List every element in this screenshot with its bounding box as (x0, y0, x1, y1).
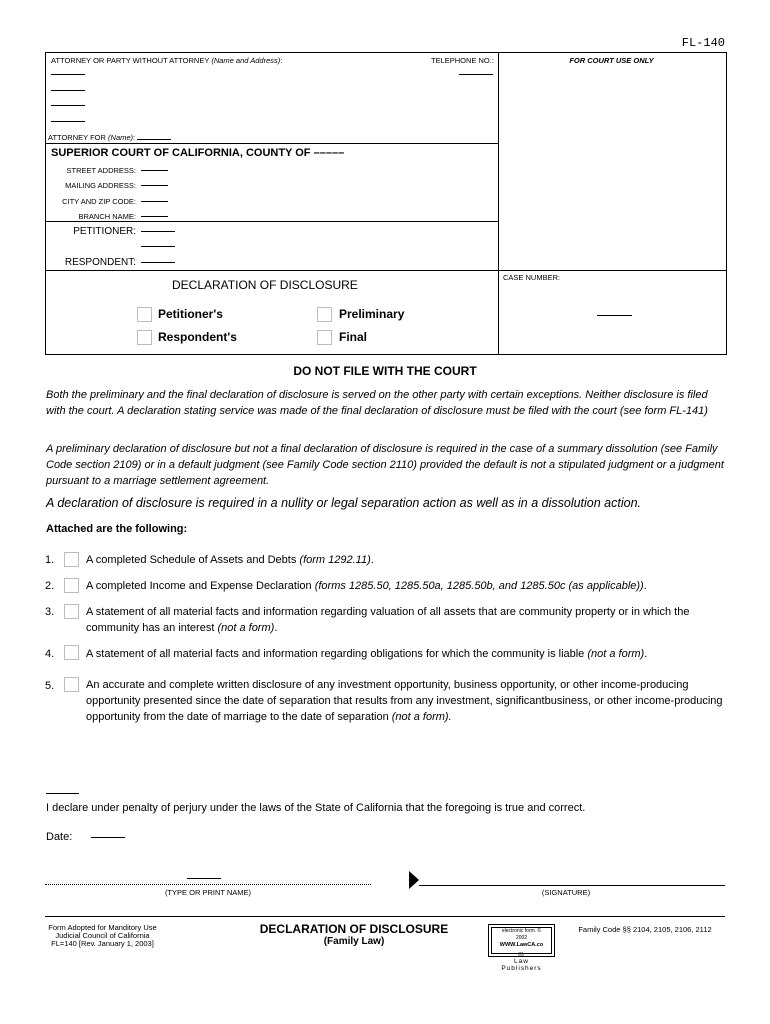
petitioner-field[interactable] (141, 231, 175, 232)
court-separator (46, 143, 498, 144)
court-title: SUPERIOR COURT OF CALIFORNIA, COUNTY OF ––––– (51, 147, 345, 159)
date-field[interactable] (91, 837, 125, 838)
petitioners-label: Petitioner's (158, 307, 223, 321)
item-1-checkbox[interactable] (64, 552, 79, 567)
mailing-field[interactable] (141, 185, 168, 186)
signature-line[interactable] (419, 885, 725, 886)
signature-arrow-icon (409, 871, 419, 889)
petitioner-label: PETITIONER: (73, 226, 136, 237)
paragraph-2: A preliminary declaration of disclosure but not a final declaration of disclosure is required in the case of a summary dissolution (see Family Code section 2109) or in a default judgment (see Family Code section 2110) provided the default is not a stipulated judgment or a judgment pursuant to a marriage settlement agreement. (46, 443, 724, 487)
attorney-for-field[interactable] (137, 139, 171, 140)
item-5-checkbox[interactable] (64, 677, 79, 692)
print-name-field[interactable] (187, 878, 221, 879)
branch-label: BRANCH NAME: (78, 212, 136, 221)
publisher-name: m Law Publishers (501, 951, 542, 972)
item-2-text: A completed Income and Expense Declaration (forms 1285.50, 1285.50a, 1285.50b, and 1285.50c (as applicable)). (86, 580, 647, 592)
preliminary-label: Preliminary (339, 307, 405, 321)
attached-label: Attached are the following: (46, 523, 188, 535)
party-separator (46, 221, 498, 222)
attorney-label: ATTORNEY OR PARTY WITHOUT ATTORNEY (Name and Address): (51, 56, 283, 65)
telephone-label: TELEPHONE NO.: (431, 56, 494, 65)
footer-rule (45, 916, 725, 917)
publisher-stamp-inner: electronic form. © 2002 WWW.LawCA.co (491, 927, 552, 954)
respondents-label: Respondent's (158, 330, 237, 344)
code-reference: Family Code §§ 2104, 2105, 2106, 2112 (578, 925, 712, 934)
petitioner-field-2[interactable] (141, 246, 175, 247)
item-3-text: A statement of all material facts and information regarding valuation of all assets that are community property or in which the community has an interest (not a form). (86, 606, 690, 634)
attorney-name-line-3[interactable] (51, 105, 85, 106)
footer-title-block (240, 922, 468, 947)
item-2-checkbox[interactable] (64, 578, 79, 593)
mailing-label: MAILING ADDRESS: (65, 181, 136, 190)
final-label: Final (339, 330, 368, 344)
respondents-checkbox[interactable] (137, 330, 152, 345)
item-number: 3. (45, 606, 55, 618)
attorney-name-line-2[interactable] (51, 90, 85, 91)
city-label: CITY AND ZIP CODE: (62, 197, 136, 206)
case-number-field[interactable] (597, 315, 632, 316)
item-4-text: A statement of all material facts and information regarding obligations for which the community is liable (not a form). (86, 648, 648, 660)
paragraph-3: A declaration of disclosure is required in a nullity or legal separation action as well as in a dissolution action. (46, 496, 642, 510)
paragraph-1: Both the preliminary and the final declaration of disclosure is served on the other party with certain exceptions. Neither disclosure is filed with the court. A declaration stating service was made of the final declaration of disclosure must be filed with the court (see form FL-141) (46, 389, 708, 417)
item-number: 4. (45, 648, 55, 660)
adoption-note: Form Adopted for Manditory Use Judicial Council of California FL=140 [Rev. January 1, 2003] (48, 923, 157, 948)
street-label: STREET ADDRESS: (66, 166, 136, 175)
preliminary-checkbox[interactable] (317, 307, 332, 322)
item-5-text: An accurate and complete written disclosure of any investment opportunity, business opportunity, or other income-producing opportunity presented since the date of separation that results from any investment, significantbusiness, or other income-producing opportunity from the date of marriage to the date of separation (not a form). (86, 679, 723, 723)
attorney-name-line-1[interactable] (51, 74, 85, 75)
respondent-label: RESPONDENT: (64, 257, 136, 268)
caption-divider (498, 53, 499, 354)
attorney-name-line-4[interactable] (51, 121, 85, 122)
court-use-label: FOR COURT USE ONLY (569, 56, 654, 65)
respondent-field[interactable] (141, 262, 175, 263)
case-number-label: CASE NUMBER: (503, 273, 561, 282)
type-name-label: (TYPE OR PRINT NAME) (164, 888, 252, 897)
item-3-checkbox[interactable] (64, 604, 79, 619)
title-separator (46, 270, 726, 271)
signature-label: (SIGNATURE) (541, 888, 591, 897)
attachment-count-field[interactable] (46, 793, 79, 794)
footer-subtitle: (Family Law) (323, 936, 385, 947)
item-number: 5. (45, 680, 55, 692)
form-title: DECLARATION OF DISCLOSURE (172, 278, 358, 292)
form-id: FL-140 (681, 36, 725, 50)
declaration-text: I declare under penalty of perjury under the laws of the State of California that the foregoing is true and correct. (46, 802, 586, 814)
notice-title: DO NOT FILE WITH THE COURT (293, 364, 477, 378)
item-number: 2. (45, 580, 55, 592)
branch-field[interactable] (141, 216, 168, 217)
item-4-checkbox[interactable] (64, 645, 79, 660)
attorney-for-label: ATTORNEY FOR (Name): (48, 133, 171, 142)
print-name-line (45, 884, 371, 885)
telephone-field[interactable] (459, 74, 493, 75)
final-checkbox[interactable] (317, 330, 332, 345)
footer-title: DECLARATION OF DISCLOSURE (259, 922, 449, 936)
date-label: Date: (46, 831, 73, 843)
petitioners-checkbox[interactable] (137, 307, 152, 322)
city-field[interactable] (141, 201, 168, 202)
item-number: 1. (45, 554, 55, 566)
item-1-text: A completed Schedule of Assets and Debts (form 1292.11). (86, 554, 374, 566)
street-field[interactable] (141, 170, 168, 171)
